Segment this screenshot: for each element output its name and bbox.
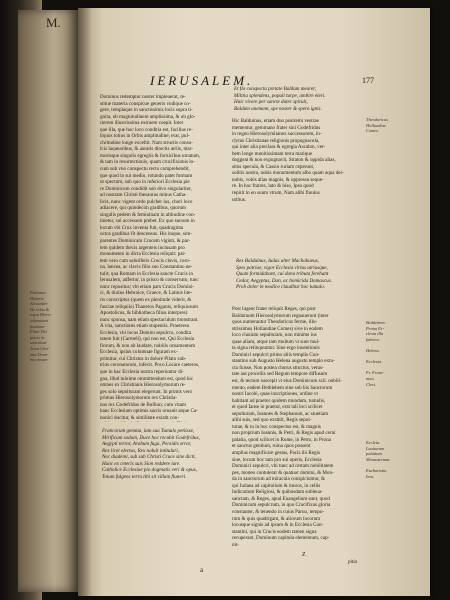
catchword: pitia xyxy=(348,560,358,565)
spine-shadow xyxy=(78,8,92,596)
signature-mark: Z xyxy=(302,552,306,558)
verse-top-right: Et flo conspectu pretate Baldum mearer, Militia splendens, populi turpe, ambire eleri. Huic vivere per sancte dater spiruit, Baldum anemam, spe noster & spero ignis. xyxy=(234,86,326,112)
left-page-margin-notes: Ptolomai Historie Alexander De vrbis & regni Hiero- solymitani fundator Piloti Dei patris in sanctitate Jesus Chri- stus Domi- nus noster xyxy=(30,290,52,363)
margin-note-3: Eccleia. Leuitorum palatium. Monasterium. Eucharistia Ieru. xyxy=(366,440,391,479)
running-head: IERUSALEM. xyxy=(150,73,254,88)
margin-note-2: Bethlehem. Prima Ec- clesia illa fabrica. Helena. Ecclesia. Fr. Franc- mon. Cleri. xyxy=(366,320,386,387)
page-number: 177 xyxy=(362,76,374,85)
main-text-right-column-a: Hic Balduinus, etiam duo postremi vestrae mementur, gemmano frater sini Godefridus in regno Hierosolymitanos successorem, in- clytus Christianae religionis propugnacula, qui inter alia preclara & egregia Ascalon, ver- bem longe munitissimam terra marique doggeat & non expugnavit, Straton & oppida alias, situs specula, & Cassio ruriam ceperunt, solitis nostra, nobis monumentum albo quam aqua dei- nubis, vobis alias magnis, & oppressu seque- re. In hoc fratres, lato & hiso, Ipso quod repirit in eo suum vtrum, Nam alibi fluuius utilius. xyxy=(232,118,344,203)
margin-note-1: Theodoricus Hollandiae Comes. xyxy=(366,117,388,134)
epitaph-verse-godefridus: Francorum gemma, iam sua Tumulo petiisse, Mirificum sodam, Duce hoc recubit Godefridus, Aegypti terror, Arabum fuga, Persidis error, Rex licet electus, Rex noluit intitulari, Nec diademi, sub sub Christi Cruce sine dicti, Hunc ex ceteris suis Sion reddere iure. Catholice Ecclesiae pio dogmatis veri & opus, Totum fulgens terra tibi sit villam fluneri. xyxy=(102,428,200,480)
bottom-mark: a xyxy=(200,566,204,574)
left-page-running-head: M. xyxy=(46,15,61,30)
epitaph-verse-balduinus: Rex Balduinus, Iudas alter Machabaeus, Spes patriae, vigor Ecclesia virtus utriusque, Quam formidabant, cui dona tributa ferebant Cedar, Aegyptus, Dan, ac homicida Damascus. Proh dolor in modico clauditur hoc tumulo. xyxy=(236,258,332,291)
main-text-left-column: Dominus redemptor noster impleuerat, re- stitue materia conspicue generis vndique co- gere, templaque in sanctissimis locis supra ti- gnita, ob magnitudinem amplissima, & ob glo- rierem illustrissima extruere coepit. Inter que illa, que hoc loco conditia est, facilius re- liquos totius in Orbis amplitudine; erat, pul- chritudine longe excellit. Nam structis consu- lcis laquearibus, & auratis directis atriis, mar- morisque singulis egregiis & fornicibus ornatum, & tam in resurrectionis, quam crucifixionis lo- cum sub vno conspectu recto comprehendit, que quod in sui medio, rotundo patet formam ut spectum, sub quo in inferiori Ecclesia pie re Dominicum condidit sub divo singulariter, ad nostram Christi thesaurus minus Catha- licis, nunc vigent ordo pulcher ius, chori loco adiacere, qui quindecim gradibus, quorum singulis pedem & femiulnam in altitudine con- tinetur, sui accessum prebet. Ex quo sursum in locum vbi Crux inventa fuit, quadraginta octos gradibus fit descensus. His itaque, sim- parentes Dominicam Crucem viginti, & par- tem quidem thecis argenteis inclusam pro monumento in dicta Ecclesia reliquit: par- tem vero cum salutiferis Crucis clavis, coro- na, lancea, ac clavis filio suo Constantino ne- tulit; qua Romam in Ecclesia sancte Crucis in Ierusalem, adfertur, in prisco & conservato, tunc nunc repositus; vbi etiam pars Crucis Domini- ci, & titulus Hebraice, Graece, & Latinis lite- ris conscriptus (quem ex plenitude viderit, & fasciae reliquiis) Thaneros Paganis, reliquiosum Apostolicus, & bibliotheca filius interpres) nunc sponsa, nam etiam spectaculum monstrant. A vita, sanctiores etiam stupentia. Praeterea Ecclesia, vbi locus Domini sepulcro, condita tatem fuit (Carmeli), qui non est, Qui Ecclesia fiorum, & non ab laudare, nobilis ornamentum Ecclesia, ipsius columnae figuram ex- primitur, cui Christus in dolore Pilato sub- trius coronatorum, infecit. Poco Locare caeteros, que in hac Ecclesia nostra reperiuntur di- gna, illud minime ommittendum est, quod hic omnes ex Christianis Hierosolymorum re- ges solo sepulturam elegerunt. In primis vero primus Hierosolymorum rex Christia- nus rex Godefridus de Bullion; cum vitam hanc Ecclesiam optimis sacris ornauit atque Ca- nonici ducitur, & similitate existit con- xyxy=(100,94,201,421)
main-text-right-column-b: Post lugent frater reliquit Reges, qui post Balduinum Hierosolymorum regnauerunt (inter quos numerantur Theodoricus ferme, illu- strissimus Hollandiae Comes) sive in eodem loco clauium sepulturam, non minime ius quae aliam, atque tam multum vt sunt mul- ta signa relinquuntur. Sine ergo inuentionis Dominici sepulcri primo aliis templis Con- stantino sub Augusto Helena augusto templo extu- cta fuisse, Non postea chorus structus, vetus- tate aut procellis sed Regum tempore diffusum est, & tectum suscepit vt eius Dominicum scil. nobili- mento, eadem Bethlehem sine sub his Sanctorum nostri Iacobi, quae inscriptiones, ordine vt habitant ad praetor quidem mundum, tumulis, et quod Ianse in praetor, erat tali loci scilicet sepulturam, Ioannes & Stephanum, ac stuetiam alibi suis, sed quo exstitit, Regis sepul- turae, & tu in hoc conspectus est, & magnis non proprium Ioannis, & Petri, & Regis apud cerni palatia, quod scilicet in Rome, in Petro, in Prona et sanctus gentium, ruina quos possent amplias magnificare gestas, Pacis ibi Regis siue, locum hoc tam pro sui operis, Ecclesia Dominici sepulcri, vbi tunc ad certam nobilitatem pes, moneo contulerat & quatuor domini, & Mon- da in sanctorum ad miracula conspiciuntur, & qui Iudaea ad capitolium & muros, in cellis Iudicarium Religiosi, & quibusdam subleua- sanctam, & Reges, apud Euangelium sunt, quod Dominicum sepulcrum, in quo Crucifixus gloria constanter, & tenendo in cuius Paruo, tempo- rum & quis quadrigam, & aliorum locorum locusque signis ad ipsum & in Ecclesia Con- stantini, qui in Crucis eodem tamen signa recuperant, Dominum capitula elementum, cap- nit- xyxy=(232,306,342,548)
